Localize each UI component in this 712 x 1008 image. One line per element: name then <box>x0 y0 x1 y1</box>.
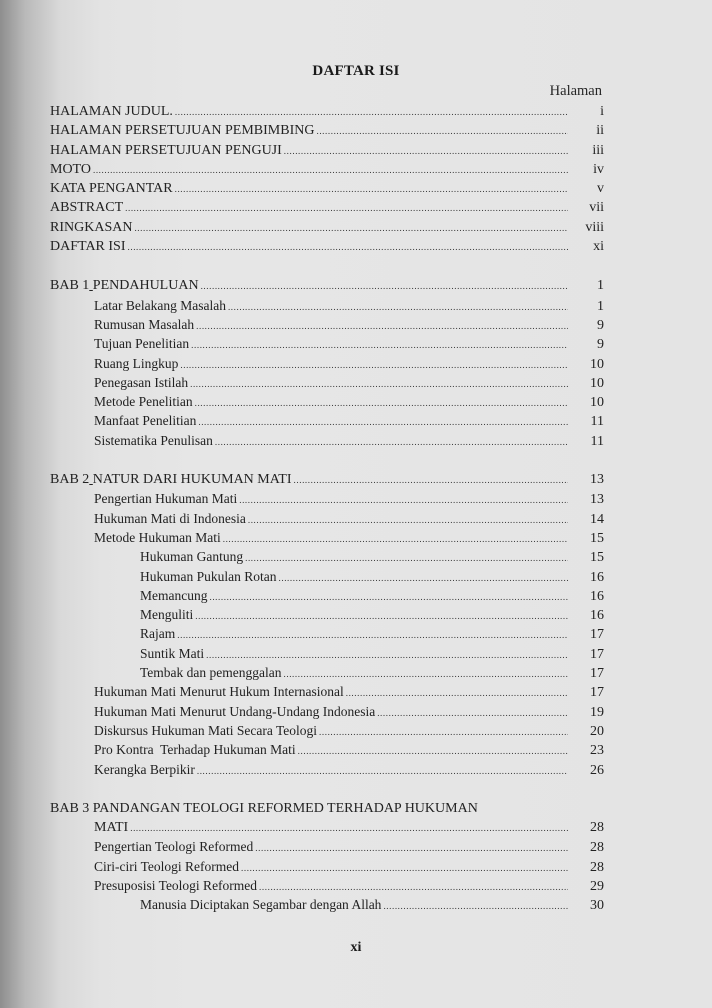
toc-entry-label: Rajam <box>140 626 176 642</box>
toc-entry[interactable] <box>50 392 610 411</box>
toc-entry[interactable] <box>50 489 610 508</box>
toc-entry-label: HALAMAN PERSETUJUAN PENGUJI <box>50 142 282 158</box>
toc-entry[interactable] <box>50 315 610 334</box>
chapter-prefix: BAB 2 <box>50 472 90 488</box>
toc-entry-page: 11 <box>590 433 604 449</box>
toc-entry[interactable] <box>50 605 610 624</box>
toc-entry-page: v <box>597 181 604 197</box>
chapter-heading-label <box>50 276 201 295</box>
toc-entry-page: 29 <box>590 878 604 894</box>
leader-dots <box>175 103 568 122</box>
toc-entry-label: Hukuman Mati di Indonesia <box>94 510 246 526</box>
toc-entry-label: Ruang Lingkup <box>94 355 179 371</box>
toc-entry[interactable] <box>50 740 610 759</box>
toc-entry-label: Suntik Mati <box>140 645 205 661</box>
chapter-heading-line-2[interactable] <box>50 818 610 837</box>
front-matter-section <box>50 102 610 256</box>
toc-entry-label: Diskursus Hukuman Mati Secara Teologi <box>94 722 318 738</box>
chapter-heading-continuation: MATI <box>94 820 129 836</box>
toc-entry-label: Pengertian Hukuman Mati <box>94 491 238 507</box>
toc-entry[interactable] <box>50 141 610 160</box>
toc-entry-label: Presuposisi Teologi Reformed <box>94 877 258 893</box>
chapter-title: PENDAHULUAN <box>92 278 199 294</box>
toc-entry-page: 19 <box>590 704 604 720</box>
toc-entry[interactable] <box>50 160 610 179</box>
toc-entry-page: 16 <box>590 588 604 604</box>
toc-entry-label: HALAMAN JUDUL. <box>50 104 173 119</box>
toc-entry-page: xi <box>593 239 604 255</box>
toc-entry-label: Manfaat Penelitian <box>94 413 197 429</box>
toc-entry-label: RINGKASAN <box>50 219 133 235</box>
leader-dots <box>128 238 569 257</box>
chapter-1-section <box>50 276 610 450</box>
toc-entry-page: 16 <box>590 608 604 624</box>
chapter-title: NATUR DARI HUKUMAN MATI <box>92 472 292 488</box>
toc-entry-page: iv <box>593 161 604 177</box>
toc-entry[interactable] <box>50 857 610 876</box>
toc-entry-page: i <box>600 104 604 119</box>
chapter-3-section <box>50 799 610 915</box>
toc-entry-page: iii <box>592 142 604 158</box>
leader-dots <box>215 433 568 452</box>
toc-entry-label: Hukuman Gantung <box>140 549 244 565</box>
toc-entry[interactable] <box>50 760 610 779</box>
toc-entry[interactable] <box>50 411 610 430</box>
toc-entry-label: Hukuman Pukulan Rotan <box>140 568 277 584</box>
toc-entry[interactable] <box>50 179 610 198</box>
toc-entry-page: 1 <box>597 278 604 294</box>
toc-entry[interactable] <box>50 547 610 566</box>
toc-entry[interactable] <box>50 682 610 701</box>
toc-entry-page: 26 <box>590 762 604 778</box>
leader-dots <box>294 471 568 490</box>
toc-entry-label: Pengertian Teologi Reformed <box>94 839 254 855</box>
toc-entry[interactable] <box>50 567 610 586</box>
footer-page-number: xi <box>350 940 362 955</box>
toc-entry-page: 9 <box>597 317 604 333</box>
toc-entry[interactable] <box>50 296 610 315</box>
leader-dots <box>134 219 568 238</box>
toc-entry-label: DAFTAR ISI <box>50 239 126 255</box>
toc-entry-page: 9 <box>597 337 604 353</box>
toc-entry-page: 14 <box>590 511 604 527</box>
page-column-header: Halaman <box>549 83 602 99</box>
chapter-2-section <box>50 470 610 779</box>
toc-entry[interactable] <box>50 198 610 217</box>
leader-dots <box>201 277 568 296</box>
toc-entry[interactable] <box>50 721 610 740</box>
table-of-contents <box>50 102 610 915</box>
spacer <box>50 779 610 799</box>
leader-dots <box>93 161 568 180</box>
toc-entry-page: 17 <box>590 627 604 643</box>
toc-entry-label: Hukuman Mati Menurut Undang-Undang Indonesia <box>94 703 376 719</box>
toc-entry-label: Tembak dan pemenggalan <box>140 665 282 681</box>
toc-entry[interactable] <box>50 837 610 856</box>
toc-entry-page: 17 <box>590 646 604 662</box>
toc-entry-page: 13 <box>590 492 604 508</box>
toc-entry-label: Pro Kontra Terhadap Hukuman Mati <box>94 742 296 758</box>
leader-dots <box>197 762 568 781</box>
toc-entry-page: 17 <box>590 685 604 701</box>
toc-entry-label: Kerangka Berpikir <box>94 761 195 777</box>
toc-entry-label: Rumusan Masalah <box>94 316 195 332</box>
toc-entry-page: 17 <box>590 666 604 682</box>
toc-entry-page: 23 <box>590 743 604 759</box>
chapter-heading-line-1[interactable]: BAB 3 PANDANGAN TEOLOGI REFORMED TERHADAP HUKUMAN <box>50 800 478 816</box>
spacer <box>50 450 610 470</box>
toc-entry-page: 10 <box>590 375 604 391</box>
toc-entry-page: 10 <box>590 356 604 372</box>
toc-entry[interactable] <box>50 895 610 914</box>
leader-dots <box>284 142 568 161</box>
toc-entry-label: Metode Penelitian <box>94 394 193 410</box>
chapter-heading-label <box>50 470 294 489</box>
toc-entry-page: 28 <box>590 820 604 836</box>
leader-dots <box>175 180 568 199</box>
toc-entry-label: Penegasan Istilah <box>94 374 189 390</box>
toc-entry-label: HALAMAN PERSETUJUAN PEMBIMBING <box>50 123 315 139</box>
chapter-prefix: BAB 1 <box>50 278 90 294</box>
toc-entry[interactable] <box>50 586 610 605</box>
toc-entry-page: 28 <box>590 859 604 875</box>
toc-entry-label: Latar Belakang Masalah <box>94 297 226 313</box>
toc-entry-label: KATA PENGANTAR <box>50 181 173 197</box>
toc-entry-page: 15 <box>590 550 604 566</box>
toc-entry-page: 13 <box>590 472 604 488</box>
toc-entry-page: 20 <box>590 723 604 739</box>
chapter-heading[interactable] <box>50 470 610 489</box>
leader-dots <box>130 819 568 838</box>
toc-entry[interactable] <box>50 237 610 256</box>
spacer <box>50 256 610 276</box>
toc-entry-page: viii <box>585 219 604 235</box>
leader-dots <box>383 897 568 916</box>
toc-entry[interactable] <box>50 334 610 353</box>
toc-entry-label: Menguliti <box>140 607 194 623</box>
toc-entry-page: 15 <box>590 530 604 546</box>
page-title: DAFTAR ISI <box>312 63 400 79</box>
toc-entry[interactable] <box>50 373 610 392</box>
toc-entry-label: Sistematika Penulisan <box>94 432 213 448</box>
toc-entry-label: Memancung <box>140 587 208 603</box>
toc-entry-label: Metode Hukuman Mati <box>94 529 221 545</box>
toc-entry-page: ii <box>596 123 604 139</box>
toc-entry[interactable] <box>50 431 610 450</box>
toc-entry-page: 16 <box>590 569 604 585</box>
leader-dots <box>125 199 568 218</box>
toc-entry[interactable] <box>50 663 610 682</box>
leader-dots <box>316 122 568 141</box>
toc-entry[interactable] <box>50 218 610 237</box>
toc-entry[interactable] <box>50 509 610 528</box>
toc-entry[interactable] <box>50 702 610 721</box>
toc-entry[interactable] <box>50 528 610 547</box>
toc-entry-page: 1 <box>597 298 604 314</box>
toc-entry-page: 30 <box>590 898 604 914</box>
toc-entry-label: Tujuan Penelitian <box>94 336 190 352</box>
chapter-heading[interactable] <box>50 276 610 295</box>
toc-entry[interactable] <box>50 624 610 643</box>
toc-entry[interactable] <box>50 121 610 140</box>
toc-entry-page: 28 <box>590 840 604 856</box>
toc-entry[interactable] <box>50 876 610 895</box>
toc-entry-page: 10 <box>590 395 604 411</box>
toc-entry-page: 11 <box>590 414 604 430</box>
toc-entry[interactable] <box>50 102 610 121</box>
toc-entry-label: Ciri-ciri Teologi Reformed <box>94 858 240 874</box>
toc-entry[interactable] <box>50 644 610 663</box>
toc-entry[interactable] <box>50 354 610 373</box>
toc-entry-label: ABSTRACT <box>50 200 124 216</box>
toc-entry-label: MOTO <box>50 161 91 177</box>
toc-entry-page: vii <box>589 200 604 216</box>
toc-entry-label: Manusia Diciptakan Segambar dengan Allah <box>140 897 382 913</box>
toc-entry-label: Hukuman Mati Menurut Hukum Internasional <box>94 684 344 700</box>
